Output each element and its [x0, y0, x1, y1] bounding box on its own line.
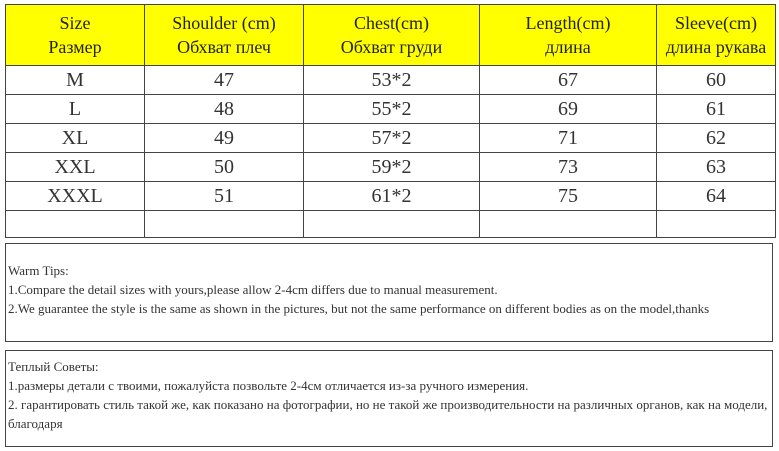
tips-title-ru: Теплый Советы:: [8, 359, 99, 374]
cell-shoulder: 50: [145, 153, 304, 182]
header-size-ru: Размер: [48, 37, 102, 57]
cell-size: XXL: [6, 153, 145, 182]
cell-chest: 61*2: [304, 182, 480, 211]
tips-line2-en: 2.We guarantee the style is the same as shown in the pictures, but not the same performance on different bodies as on the model,thanks: [8, 301, 710, 316]
blank-cell: [657, 211, 776, 238]
tips-line1-en: 1.Compare the detail sizes with yours,please allow 2-4cm differs due to manual measurement.: [8, 282, 498, 297]
header-chest-ru: Обхват груди: [340, 37, 443, 57]
table-row: [6, 182, 776, 211]
cell-size: XXXL: [6, 182, 145, 211]
cell-size: M: [6, 66, 145, 95]
tips-title-en: Warm Tips:: [8, 263, 69, 278]
warm-tips-english: [5, 243, 773, 342]
cell-shoulder: 47: [145, 66, 304, 95]
tips-line1-ru: 1.размеры детали с твоими, пожалуйста позвольте 2-4см отличается из-за ручного измерения.: [8, 378, 529, 393]
cell-sleeve: 62: [657, 124, 776, 153]
cell-chest: 55*2: [304, 95, 480, 124]
table-row: [6, 124, 776, 153]
tips-line2-ru: 2. гарантировать стиль такой же, как показано на фотографии, но не такой же производительности на различных органов, как на модели, благодаря: [8, 397, 768, 431]
header-length: [480, 5, 657, 66]
header-length-en: Length(cm): [525, 13, 611, 33]
header-chest-en: Chest(cm): [354, 13, 429, 33]
table-blank-row: [6, 211, 776, 238]
header-shoulder-ru: Обхват плеч: [177, 37, 271, 57]
cell-shoulder: 48: [145, 95, 304, 124]
cell-length: 67: [480, 66, 657, 95]
header-sleeve: [657, 5, 776, 66]
header-sleeve-en: Sleeve(cm): [675, 13, 757, 33]
cell-length: 69: [480, 95, 657, 124]
table-row: [6, 95, 776, 124]
table-row: [6, 153, 776, 182]
header-chest: [304, 5, 480, 66]
header-length-ru: длина: [545, 37, 591, 57]
blank-cell: [145, 211, 304, 238]
cell-length: 71: [480, 124, 657, 153]
header-size: [6, 5, 145, 66]
cell-sleeve: 64: [657, 182, 776, 211]
header-sleeve-ru: длина рукава: [665, 37, 767, 57]
blank-cell: [304, 211, 480, 238]
size-table: [5, 4, 776, 238]
cell-shoulder: 49: [145, 124, 304, 153]
header-shoulder-en: Shoulder (cm): [172, 13, 276, 33]
cell-chest: 59*2: [304, 153, 480, 182]
table-row: [6, 66, 776, 95]
cell-sleeve: 60: [657, 66, 776, 95]
cell-length: 73: [480, 153, 657, 182]
header-size-en: Size: [59, 13, 91, 33]
cell-sleeve: 63: [657, 153, 776, 182]
blank-cell: [480, 211, 657, 238]
table-header-row: [6, 5, 776, 66]
cell-sleeve: 61: [657, 95, 776, 124]
blank-cell: [6, 211, 145, 238]
header-shoulder: [145, 5, 304, 66]
cell-chest: 53*2: [304, 66, 480, 95]
cell-shoulder: 51: [145, 182, 304, 211]
cell-chest: 57*2: [304, 124, 480, 153]
cell-size: L: [6, 95, 145, 124]
cell-length: 75: [480, 182, 657, 211]
cell-size: XL: [6, 124, 145, 153]
warm-tips-russian: [5, 350, 773, 447]
